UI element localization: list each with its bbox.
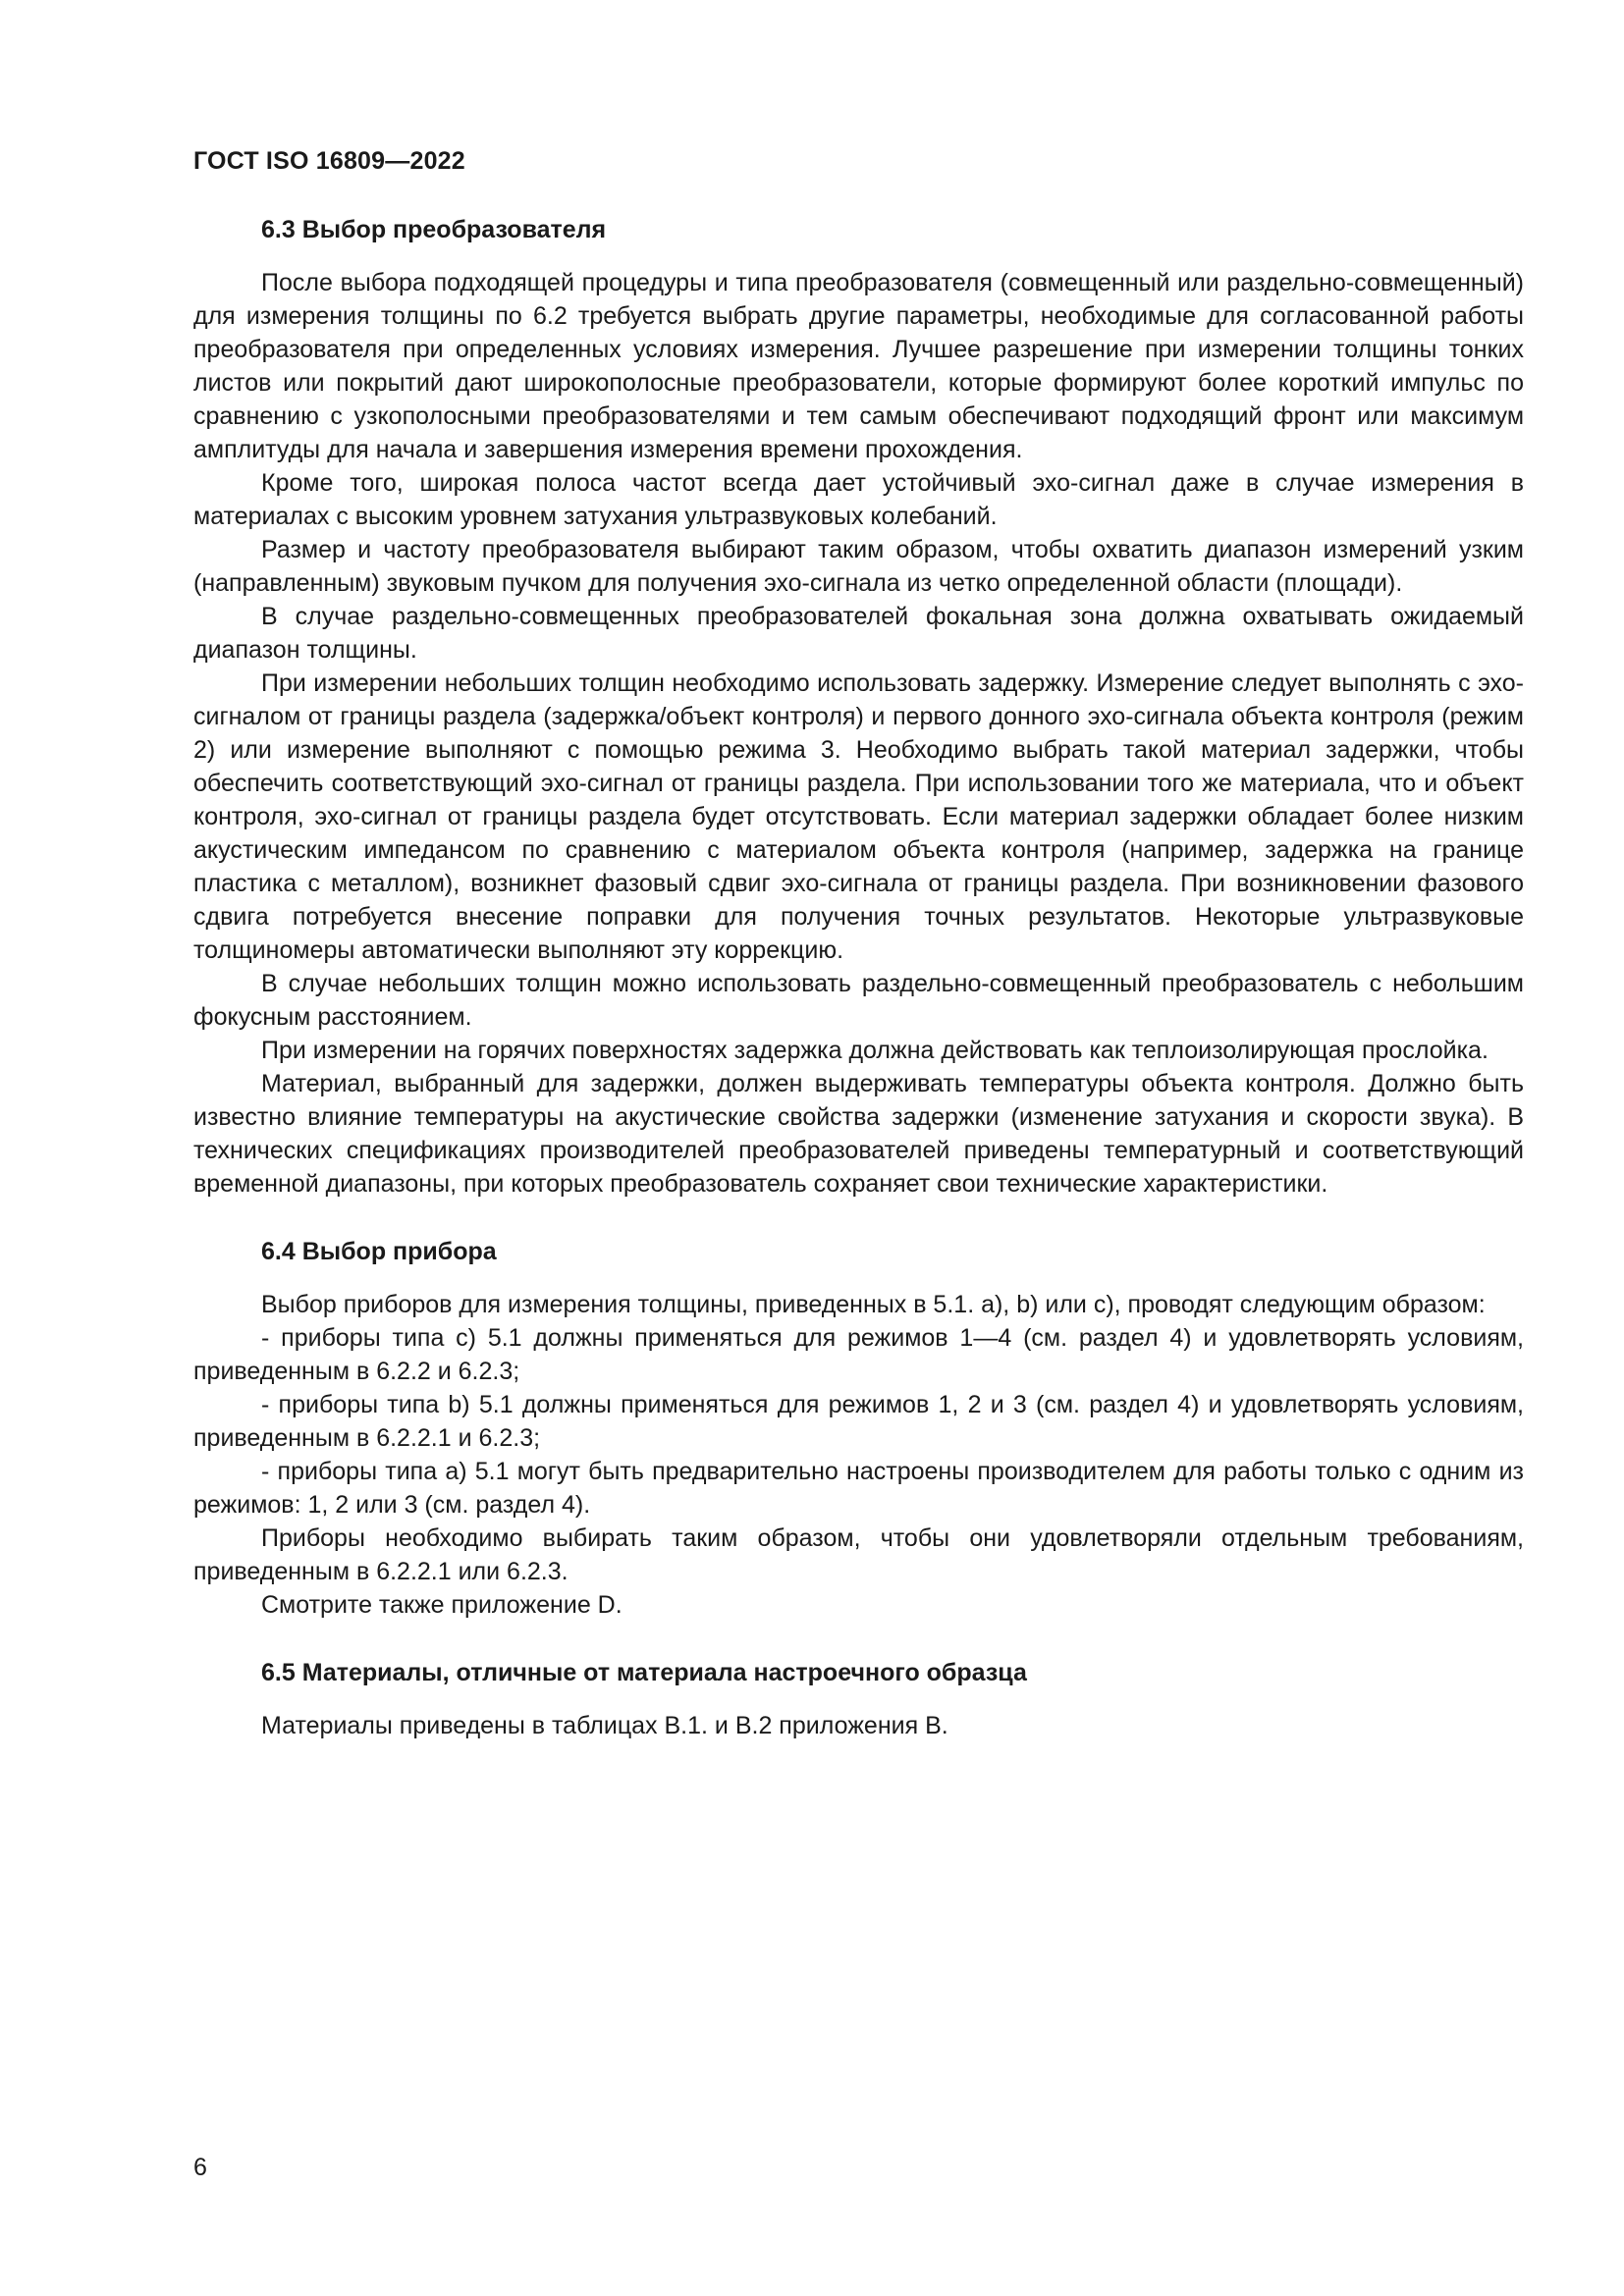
paragraph: Выбор приборов для измерения толщины, приведенных в 5.1. a), b) или c), проводят следующим образом: — [261, 1291, 1486, 1318]
section-6-5 — [193, 1659, 1524, 1742]
list-item: - приборы типа c) 5.1 должны применяться для режимов 1—4 (см. раздел 4) и удовлетворять условиям, приведенным в 6.2.2 и 6.2.3; — [193, 1324, 1524, 1385]
document-body — [193, 216, 1524, 1780]
paragraph: Размер и частоту преобразователя выбирают таким образом, чтобы охватить диапазон измерений узким (направленным) звуковым пучком для получения эхо-сигнала из четко определенной области (площади). — [193, 536, 1524, 597]
list-item: - приборы типа b) 5.1 должны применяться для режимов 1, 2 и 3 (см. раздел 4) и удовлетворять условиям, приведенным в 6.2.2.1 и 6.2.3; — [193, 1391, 1524, 1452]
page-number: 6 — [193, 2154, 207, 2181]
paragraph: Материал, выбранный для задержки, должен выдерживать температуры объекта контроля. Должно быть известно влияние температуры на акустические свойства задержки (изменение затухания и скорости звука). В технических спецификациях производителей преобразователей приведены температурный и соответствующий временной диапазоны, при которых преобразователь сохраняет свои технические характеристики. — [193, 1070, 1524, 1198]
paragraph: Материалы приведены в таблицах B.1. и B.2 приложения B. — [261, 1712, 948, 1739]
paragraph: В случае небольших толщин можно использовать раздельно-совмещенный преобразователь с небольшим фокусным расстоянием. — [193, 970, 1524, 1031]
paragraph: После выбора подходящей процедуры и типа преобразователя (совмещенный или раздельно-совмещенный) для измерения толщины по 6.2 требуется выбрать другие параметры, необходимые для согласованной работы преобразователя при определенных условиях измерения. Лучшее разрешение при измерении толщины тонких листов или покрытий дают широкополосные преобразователи, которые формируют более короткий импульс по сравнению с узкополосными преобразователями и тем самым обеспечивают подходящий фронт или максимум амплитуды для начала и завершения измерения времени прохождения. — [193, 269, 1524, 463]
section-title: 6.5 Материалы, отличные от материала настроечного образца — [261, 1659, 1027, 1686]
paragraph: При измерении небольших толщин необходимо использовать задержку. Измерение следует выполнять с эхо-сигналом от границы раздела (задержка/объект контроля) и первого донного эхо-сигнала объекта контроля (режим 2) или измерение выполняют с помощью режима 3. Необходимо выбрать такой материал задержки, чтобы обеспечить соответствующий эхо-сигнал от границы раздела. При использовании того же материала, что и объект контроля, эхо-сигнал от границы раздела будет отсутствовать. Если материал задержки обладает более низким акустическим импедансом по сравнению с материалом объекта контроля (например, задержка на границе пластика с металлом), возникнет фазовый сдвиг эхо-сигнала от границы раздела. При возникновении фазового сдвига потребуется внесение поправки для получения точных результатов. Некоторые ультразвуковые толщиномеры автоматически выполняют эту коррекцию. — [193, 669, 1524, 964]
paragraph: В случае раздельно-совмещенных преобразователей фокальная зона должна охватывать ожидаемый диапазон толщины. — [193, 603, 1524, 664]
list-item: - приборы типа a) 5.1 могут быть предварительно настроены производителем для работы только с одним из режимов: 1, 2 или 3 (см. раздел 4). — [193, 1458, 1524, 1519]
section-6-4 — [193, 1238, 1524, 1622]
paragraph: Приборы необходимо выбирать таким образом, чтобы они удовлетворяли отдельным требованиям, приведенным в 6.2.2.1 или 6.2.3. — [193, 1524, 1524, 1585]
document-header: ГОСТ ISO 16809—2022 — [193, 147, 465, 175]
section-title: 6.3 Выбор преобразователя — [261, 216, 607, 243]
paragraph: При измерении на горячих поверхностях задержка должна действовать как теплоизолирующая прослойка. — [261, 1037, 1489, 1064]
paragraph: Смотрите также приложение D. — [261, 1591, 623, 1619]
paragraph: Кроме того, широкая полоса частот всегда дает устойчивый эхо-сигнал даже в случае измерения в материалах с высоким уровнем затухания ультразвуковых колебаний. — [193, 469, 1524, 530]
section-title: 6.4 Выбор прибора — [261, 1238, 497, 1265]
section-6-3 — [193, 216, 1524, 1201]
